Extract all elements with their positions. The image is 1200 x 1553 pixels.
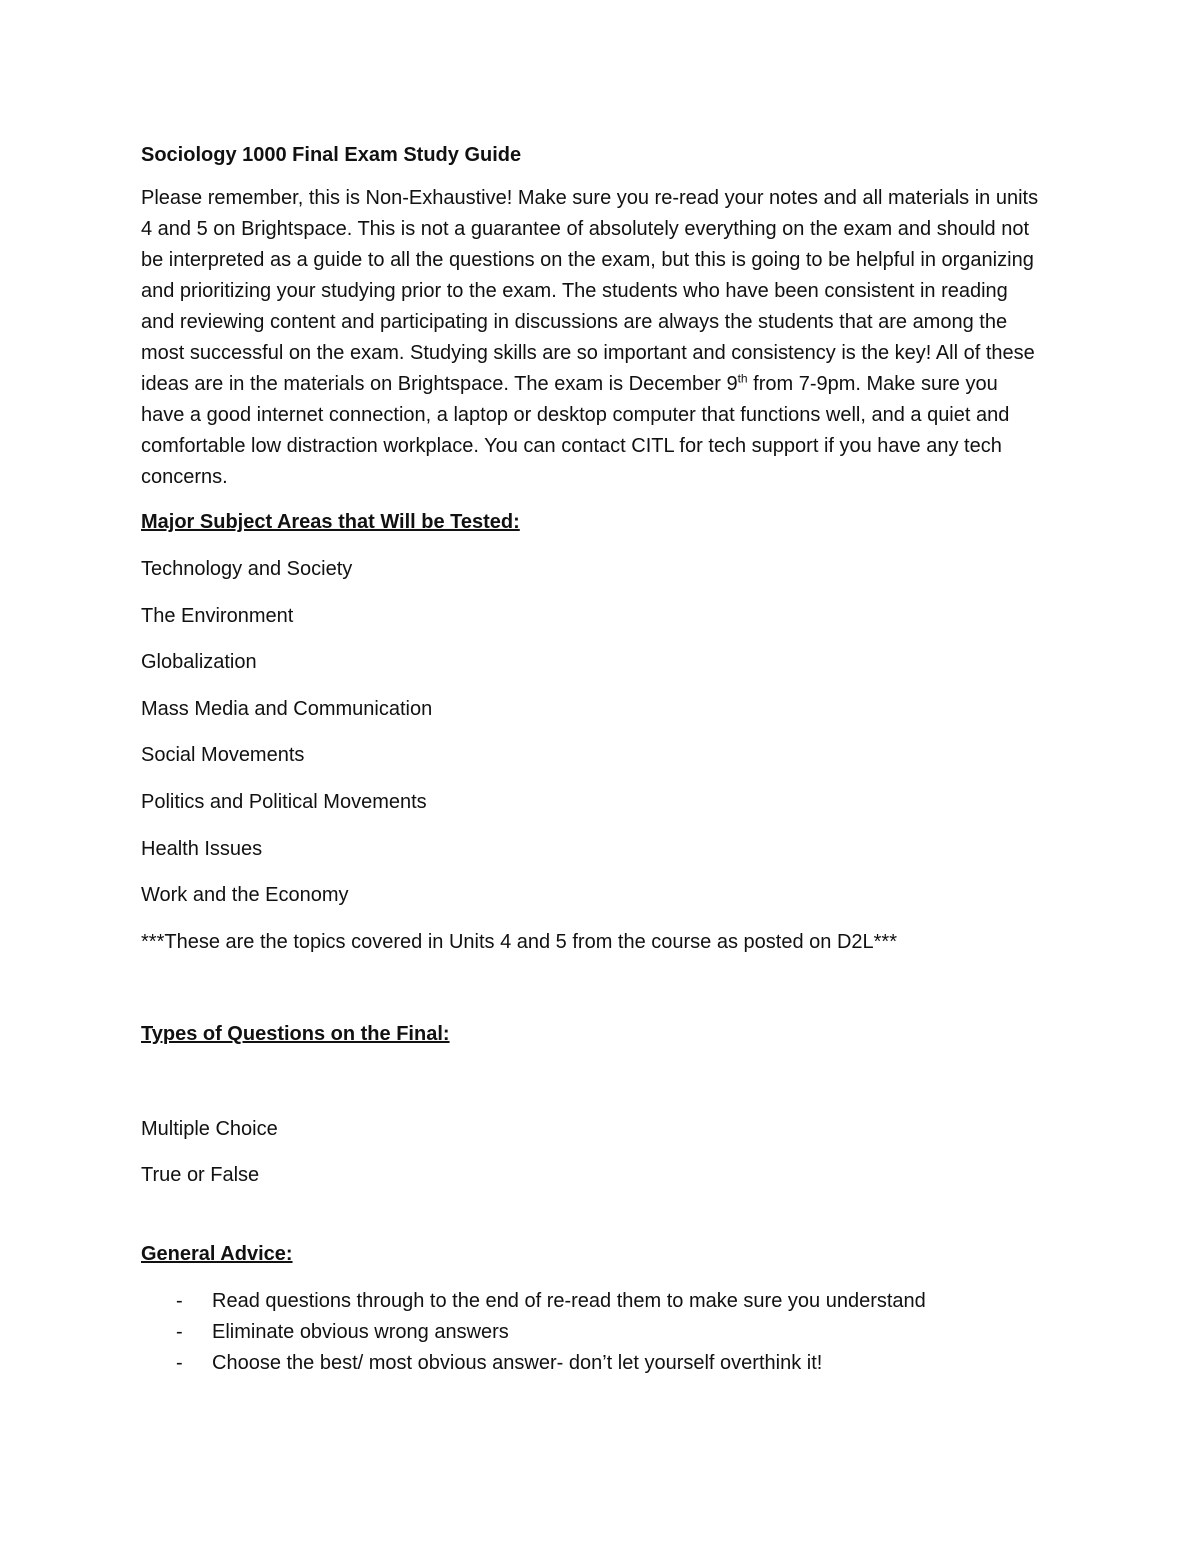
topic-item: The Environment — [141, 604, 294, 627]
dash-bullet: - — [176, 1290, 183, 1313]
document-body — [141, 140, 1041, 1379]
advice-item — [141, 1286, 1041, 1317]
topic-item: Work and the Economy — [141, 884, 349, 907]
advice-item — [141, 1317, 1041, 1348]
advice-text: Choose the best/ most obvious answer- don’t let yourself overthink it! — [212, 1352, 823, 1375]
advice-text: Eliminate obvious wrong answers — [212, 1321, 509, 1344]
dash-bullet: - — [176, 1321, 183, 1344]
question-type-item: True or False — [141, 1164, 260, 1187]
question-type-item: Multiple Choice — [141, 1117, 278, 1140]
question-type-list — [141, 1114, 1041, 1192]
document-title: Sociology 1000 Final Exam Study Guide — [141, 144, 522, 166]
advice-item — [141, 1348, 1041, 1379]
major-subjects-heading: Major Subject Areas that Will be Tested: — [141, 511, 520, 533]
general-advice-heading: General Advice: — [141, 1243, 293, 1266]
question-types-heading: Types of Questions on the Final: — [141, 1022, 450, 1045]
topic-item: Social Movements — [141, 744, 305, 767]
intro-text-start: Please remember, this is Non-Exhaustive! Make sure you re-read your notes and all materials in units 4 and 5 on Brightspace. This is not a guarantee of absolutely everything on the exam and should not be interpreted as a guide to all the questions on the exam, but this is going to be helpful in organizing and prioritizing your studying prior to the exam. The students who have been consistent in reading and reviewing content and participating in discussions are always the students that are among the most successful on the exam. Studying skills are so important and consistency is the key! All of these ideas are in the materials on Brightspace. The exam is December 9 — [141, 187, 1039, 395]
intro-text-end: from 7-9pm. Make sure you have a good internet connection, a laptop or desktop computer that functions well, and a quiet and comfortable low distraction workplace. You can contact CITL for tech support if you have any tech concerns. — [141, 373, 1010, 488]
ordinal-suffix: th — [737, 371, 748, 386]
topic-list — [141, 554, 1041, 911]
topic-item: Mass Media and Communication — [141, 697, 433, 720]
advice-list — [141, 1286, 1041, 1379]
intro-paragraph — [141, 183, 1041, 493]
dash-bullet: - — [176, 1352, 183, 1375]
topics-note: ***These are the topics covered in Units 4 and 5 from the course as posted on D2L*** — [141, 930, 897, 953]
topic-item: Globalization — [141, 651, 257, 674]
topic-item: Technology and Society — [141, 558, 353, 580]
topic-item: Politics and Political Movements — [141, 790, 427, 813]
topic-item: Health Issues — [141, 837, 263, 860]
advice-text: Read questions through to the end of re-read them to make sure you understand — [212, 1290, 926, 1313]
